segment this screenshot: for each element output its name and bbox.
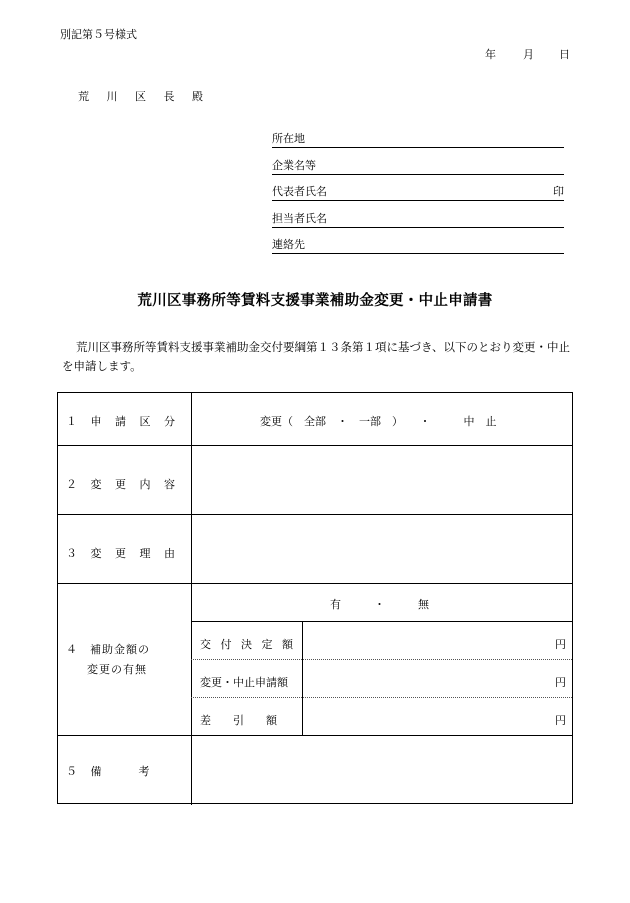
representative-label: 代表者氏名 [272,185,327,198]
row2-label: ２ 変 更 内 容 [66,478,180,491]
subsidy-decision-label: 交 付 決 定 額 [200,638,296,651]
document-title: 荒川区事務所等賃料支援事業補助金変更・中止申請書 [137,293,493,309]
row4-option[interactable]: 有 ・ 無 [330,598,429,611]
change-amount-label: 変更・中止申請額 [200,676,288,689]
contact-person-label: 担当者氏名 [272,212,327,225]
row4-label-line1: ４ 補助金額の [66,643,150,656]
addressee: 荒 川 区 長 殿 [78,90,210,103]
subsidy-decision-unit: 円 [555,638,566,651]
row-divider [58,445,572,446]
body-text: 荒川区事務所等賃料支援事業補助金交付要綱第１３条第１項に基づき、以下のとおり変更・中止を申請します。 [62,340,571,373]
difference-label: 差 引 額 [200,714,277,727]
column-divider [191,393,192,805]
application-table [57,392,573,804]
row-divider [58,514,572,515]
row1-label: １ 申 請 区 分 [66,415,180,428]
company-field[interactable] [272,158,564,175]
contact-label: 連絡先 [272,238,305,251]
company-label: 企業名等 [272,159,316,172]
representative-field[interactable] [272,184,564,201]
difference-unit: 円 [555,714,566,727]
seal-mark: 印 [553,185,564,198]
sub-row-divider [191,697,572,698]
row-divider [58,583,572,584]
sub-row-divider [191,659,572,660]
row-divider [58,735,572,736]
row5-label: ５ 備 考 [66,765,155,778]
sub-row-divider [191,621,572,622]
contact-person-field[interactable] [272,211,564,228]
date-year: 年 [485,48,496,61]
date-day: 日 [559,48,570,61]
address-field[interactable] [272,131,564,148]
date-month: 月 [523,48,534,61]
date-line [485,46,570,62]
row1-value[interactable]: 変更（ 全部 ・ 一部 ） ・ 中 止 [260,415,497,428]
row4-label-line2: 変更の有無 [87,663,147,676]
form-number: 別記第５号様式 [60,28,137,41]
address-label: 所在地 [272,132,305,145]
change-amount-unit: 円 [555,676,566,689]
contact-field[interactable] [272,237,564,254]
sub-column-divider [302,621,303,735]
row3-label: ３ 変 更 理 由 [66,547,180,560]
